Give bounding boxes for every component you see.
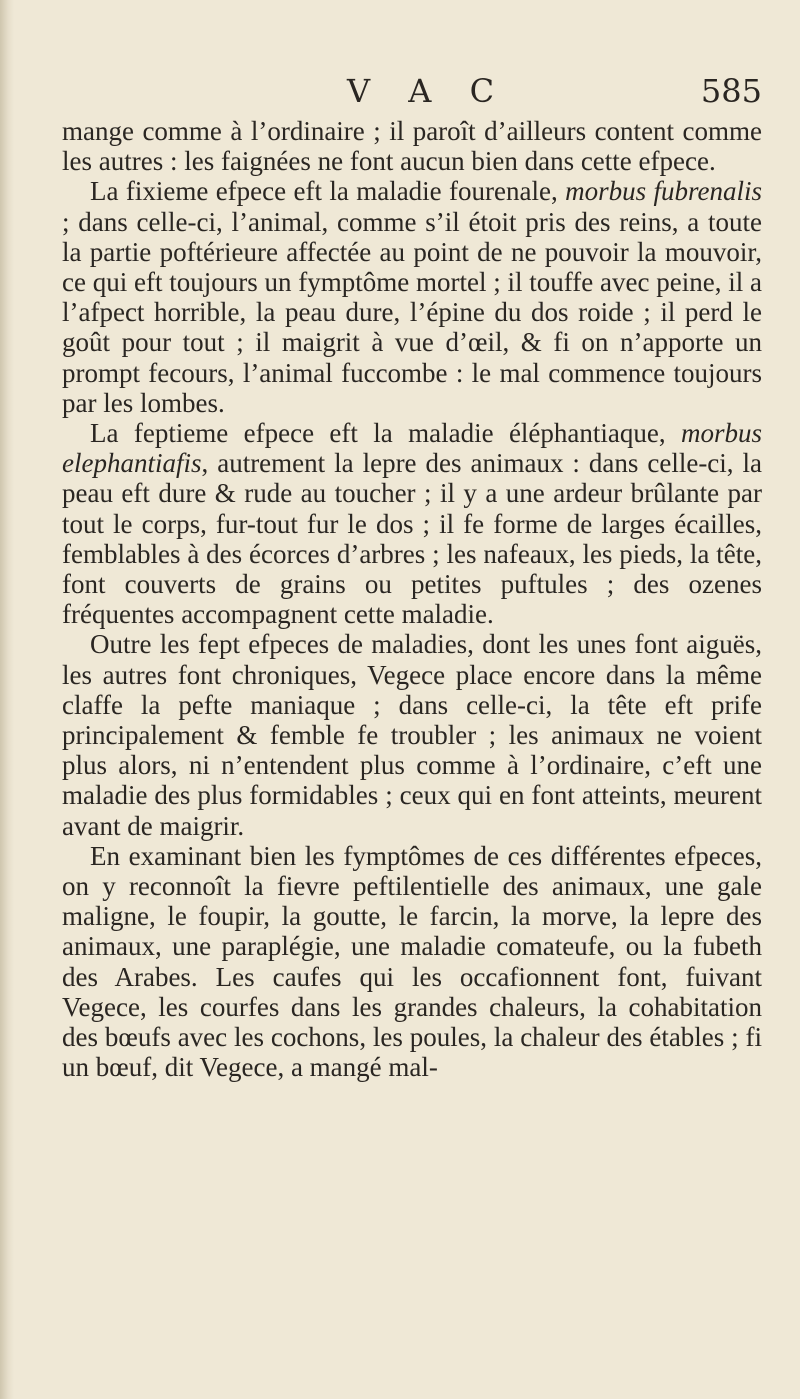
paragraph-text: , autrement la lepre des animaux : dans celle-ci, la peau eft dure & rude au toucher ; il y a une ardeur brûlante par tout le corps, fur-tout fur le dos ; il fe forme de larges écailles, femblables à des écorces d’arbres ; les nafeaux, les pieds, la tête, font couverts de grains ou petites puftules ; des ozenes fréquentes accompagnent cette maladie. bbox=[62, 448, 762, 630]
paragraph-text: La feptieme efpece eft la maladie éléphantiaque, bbox=[90, 418, 681, 449]
paragraph-text: ; dans celle-ci, l’animal, comme s’il étoit pris des reins, a toute la partie poftérieure affectée au point de ne pouvoir la mouvoir, ce qui eft toujours un fymptôme mortel ; il touffe avec peine, il a l’afpect horrible, la peau dure, l’épine du dos roide ; il perd le goût pour tout ; il maigrit à vue d’œil, & fi on n’apporte un prompt fecours, l’animal fuccombe : le mal commence toujours par les lombes. bbox=[62, 206, 762, 418]
paragraph-text: Outre les fept efpeces de maladies, dont les unes font aiguës, les autres font chroniques, Vegece place encore dans la même claffe la pefte maniaque ; dans celle-ci, la tête eft prife principalement & femble fe troubler ; les animaux ne voient plus alors, ni n’entendent plus comme à l’ordinaire, c’eft une maladie des plus formidables ; ceux qui en font atteints, meurent avant de maigrir. bbox=[62, 629, 762, 841]
page-gutter-shadow bbox=[0, 0, 14, 1399]
paragraph-symptoms bbox=[62, 841, 762, 1083]
book-page bbox=[62, 72, 762, 1083]
paragraph-seventh-species bbox=[62, 418, 762, 629]
paragraph-sixth-species bbox=[62, 176, 762, 418]
body-text bbox=[62, 116, 762, 1083]
paragraph-maniac-plague bbox=[62, 629, 762, 840]
paragraph-text: mange comme à l’ordinaire ; il paroît d’ailleurs content comme les autres : les faignées ne font aucun bien dans cette efpece. bbox=[62, 116, 762, 177]
running-title: V A C bbox=[347, 72, 509, 110]
paragraph-text: La fixieme efpece eft la maladie fourenale, bbox=[90, 176, 566, 207]
paragraph-text: En examinant bien les fymptômes de ces différentes efpeces, on y reconnoît la fievre peftilentielle des animaux, une gale maligne, le foupir, la goutte, le farcin, la morve, la lepre des animaux, une paraplégie, une maladie comateufe, ou la fubeth des Arabes. Les caufes qui les occafionnent font, fuivant Vegece, les courfes dans les grandes chaleurs, la cohabitation des bœufs avec les cochons, les poules, la chaleur des étables ; fi un bœuf, dit Vegece, a mangé mal- bbox=[62, 840, 762, 1083]
paragraph-continuation bbox=[62, 116, 762, 176]
latin-term: morbus elephantiafis bbox=[62, 418, 762, 479]
page-number: 585 bbox=[700, 72, 762, 110]
page-header bbox=[62, 72, 762, 116]
latin-term: morbus fubrenalis bbox=[565, 176, 762, 207]
